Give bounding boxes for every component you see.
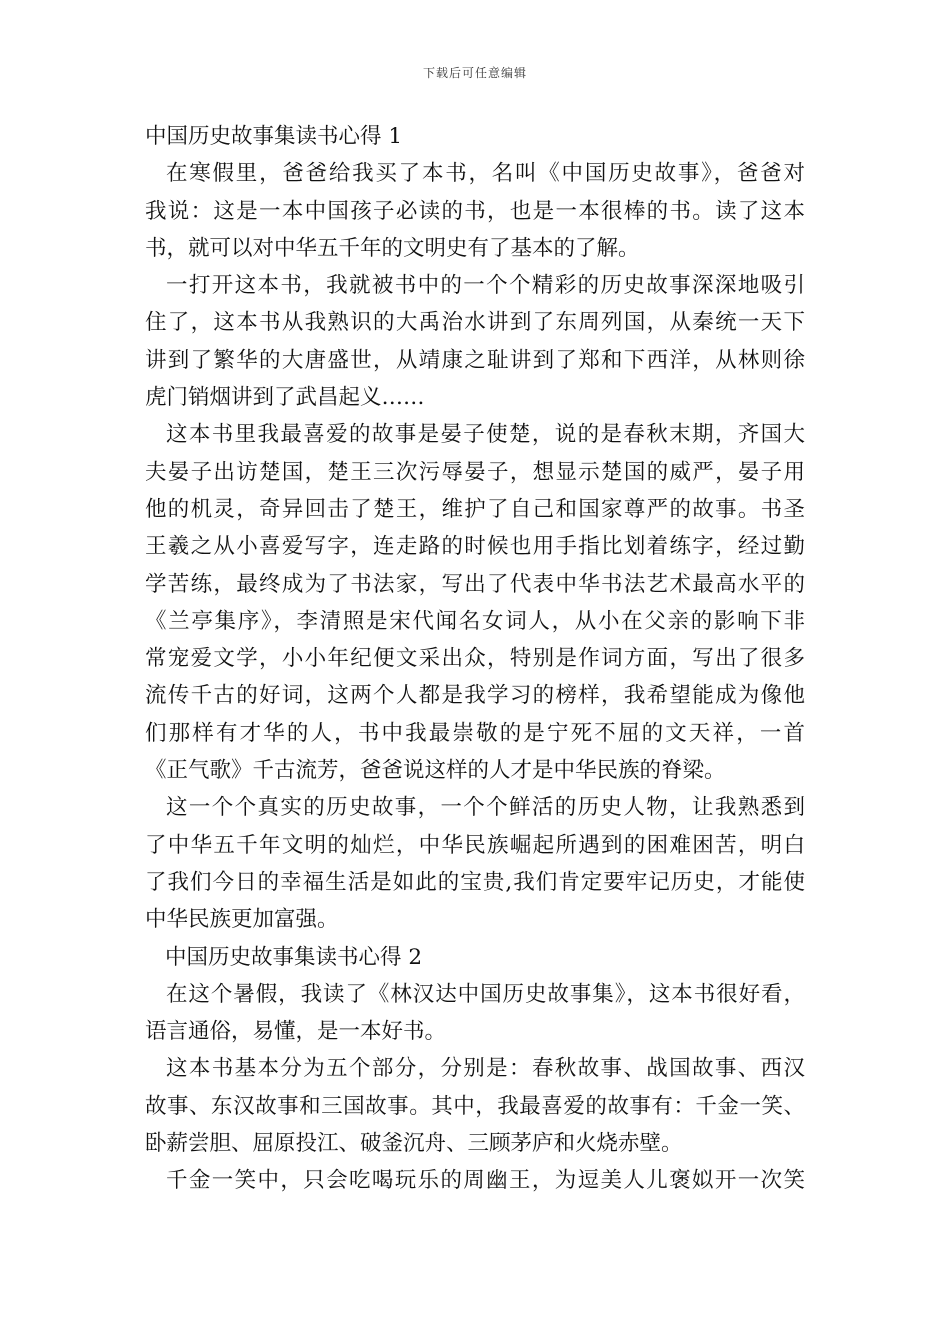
paragraph-line: 学苦练，最终成为了书法家，写出了代表中华书法艺术最高水平的: [145, 571, 805, 597]
section-heading: 中国历史故事集读书心得 1: [145, 124, 403, 149]
paragraph-line: 这一个个真实的历史故事，一个个鲜活的历史人物，让我熟悉到: [166, 795, 805, 821]
paragraph-line: 卧薪尝胆、屈原投江、破釜沉舟、三顾茅庐和火烧赤壁。: [145, 1131, 683, 1157]
paragraph-line: 们那样有才华的人，书中我最崇敬的是宁死不屈的文天祥，一首: [145, 720, 805, 746]
paragraph-line: 王羲之从小喜爱写字，连走路的时候也用手指比划着练字，经过勤: [145, 534, 805, 560]
paragraph-line: 了我们今日的幸福生活是如此的宝贵,我们肯定要牢记历史，才能使: [145, 869, 805, 895]
paragraph-line: 住了，这本书从我熟识的大禹治水讲到了东周列国，从秦统一天下: [145, 310, 805, 336]
paragraph-line: 流传千古的好词，这两个人都是我学习的榜样，我希望能成为像他: [145, 683, 805, 709]
paragraph-line: 了中华五千年文明的灿烂，中华民族崛起所遇到的困难困苦，明白: [145, 832, 805, 858]
paragraph-line: 一打开这本书，我就被书中的一个个精彩的历史故事深深地吸引: [166, 273, 805, 299]
paragraph-line: 这本书基本分为五个部分，分别是：春秋故事、战国故事、西汉: [166, 1056, 805, 1082]
paragraph-line: 我说：这是一本中国孩子必读的书，也是一本很棒的书。读了这本: [145, 198, 805, 224]
paragraph-line: 中华民族更加富强。: [145, 907, 339, 933]
paragraph-line: 讲到了繁华的大唐盛世，从靖康之耻讲到了郑和下西洋，从林则徐: [145, 347, 805, 373]
page-header: 下载后可任意编辑: [422, 66, 527, 80]
paragraph-line: 夫晏子出访楚国，楚王三次污辱晏子，想显示楚国的威严，晏子用: [145, 459, 805, 485]
paragraph-line: 虎门销烟讲到了武昌起义……: [145, 385, 425, 411]
section-heading: 中国历史故事集读书心得 2: [165, 944, 423, 970]
paragraph-line: 《正气歌》千古流芳，爸爸说这样的人才是中华民族的脊梁。: [145, 758, 726, 784]
paragraph-line: 语言通俗，易懂，是一本好书。: [145, 1019, 447, 1045]
paragraph-line: 在这个暑假，我读了《林汉达中国历史故事集》，这本书很好看，: [166, 981, 805, 1007]
paragraph-line: 这本书里我最喜爱的故事是晏子使楚，说的是春秋末期，齐国大: [166, 422, 805, 448]
paragraph-line: 故事、东汉故事和三国故事。其中，我最喜爱的故事有：千金一笑、: [145, 1093, 805, 1119]
paragraph-line: 千金一笑中，只会吃喝玩乐的周幽王，为逗美人儿褒姒开一次笑: [166, 1168, 805, 1194]
paragraph-line: 《兰亭集序》，李清照是宋代闻名女词人，从小在父亲的影响下非: [145, 608, 805, 634]
paragraph-line: 常宠爱文学，小小年纪便文采出众，特别是作词方面，写出了很多: [145, 646, 805, 672]
document-body: [145, 118, 805, 1200]
paragraph-line: 书，就可以对中华五千年的文明史有了基本的了解。: [145, 235, 640, 261]
paragraph-line: 在寒假里，爸爸给我买了本书，名叫《中国历史故事》，爸爸对: [166, 161, 805, 187]
paragraph-line: 他的机灵，奇异回击了楚王，维护了自己和国家尊严的故事。书圣: [145, 496, 805, 522]
